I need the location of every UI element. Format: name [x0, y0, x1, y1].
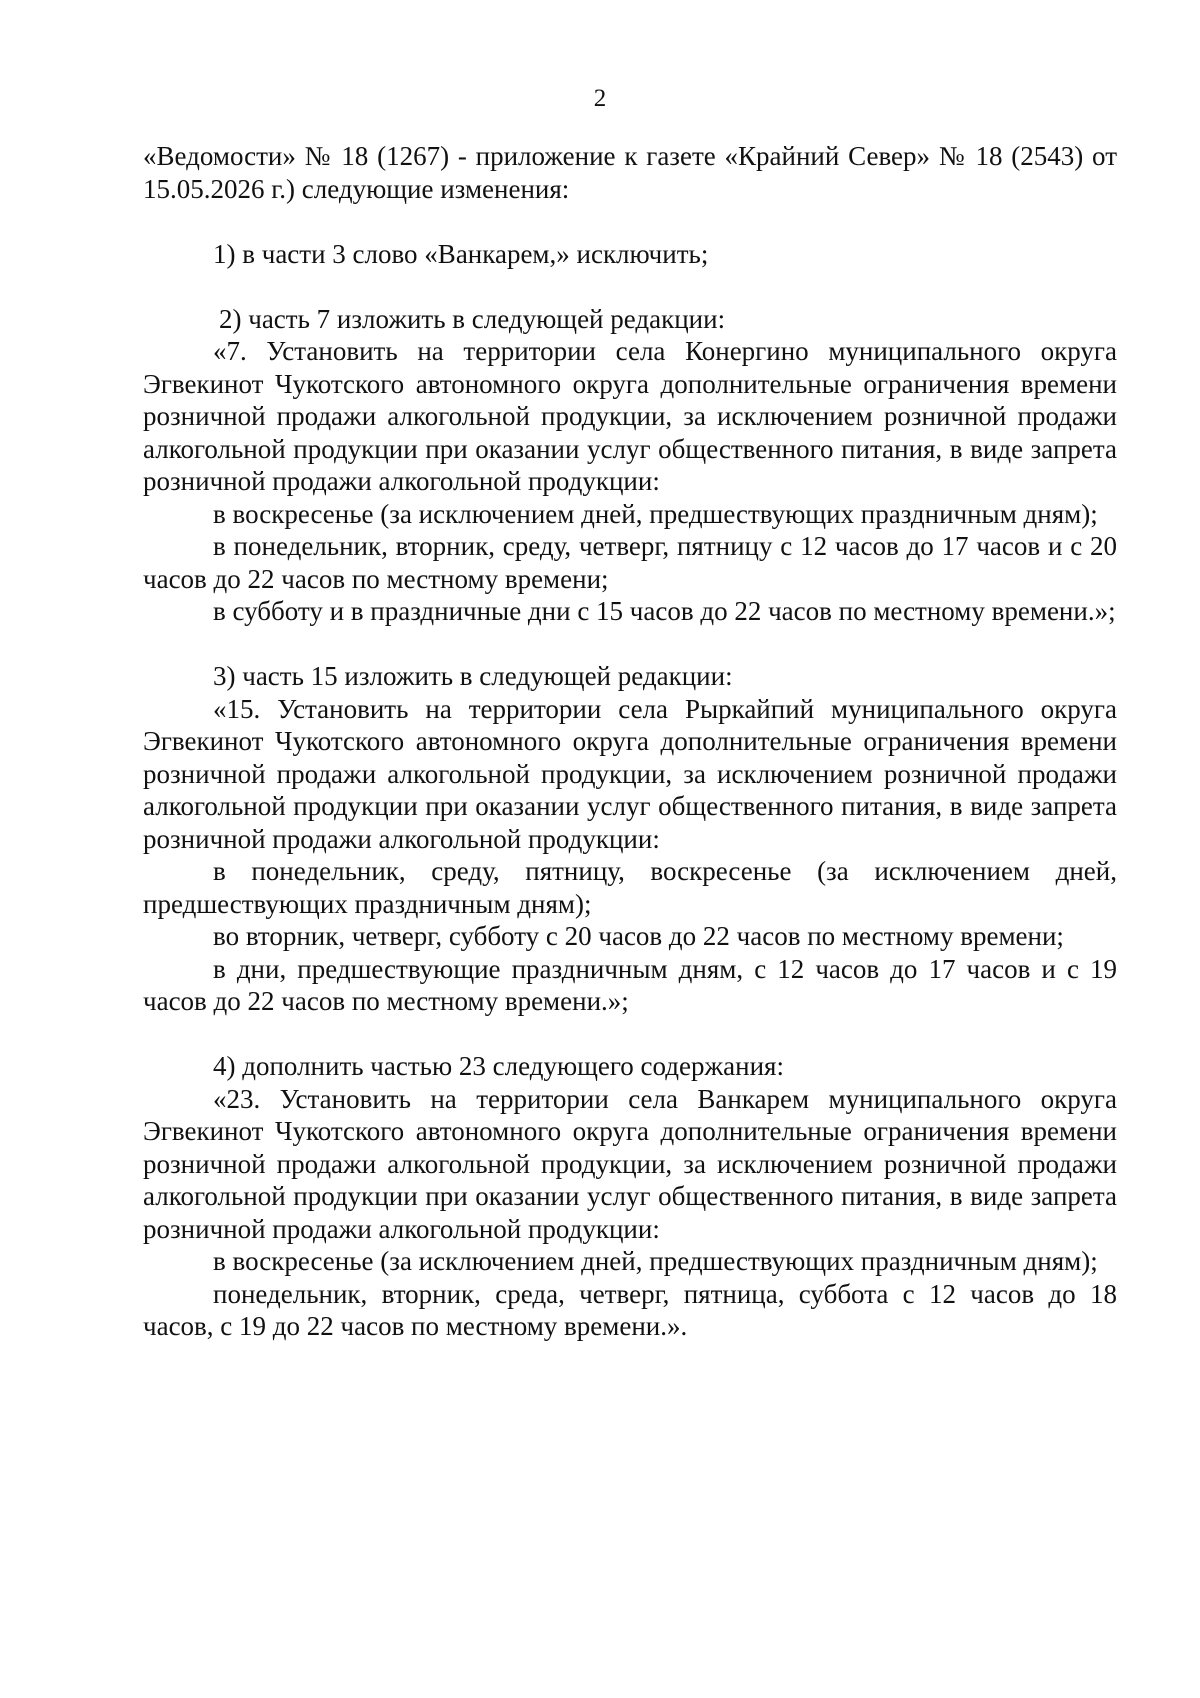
paragraph-part-23-text: «23. Установить на территории села Ванкарем муниципального округа Эгвекинот Чукотского автономного округа дополнительные ограничения времени розничной продажи алкогольной продукции, за исключением розничной продажи алкогольной продукции при оказании услуг общественного питания, в виде запрета розничной продажи алкогольной продукции: — [143, 1083, 1117, 1244]
paragraph-part-7-sunday: в воскресенье (за исключением дней, предшествующих праздничным дням); — [213, 498, 1098, 529]
paragraph-item-3-heading: 3) часть 15 изложить в следующей редакции: — [213, 661, 733, 691]
paragraph-part-23-weekdays: понедельник, вторник, среда, четверг, пятница, суббота с 12 часов до 18 часов, с 19 до 22 часов по местному времени.». — [143, 1278, 1117, 1341]
paragraph-intro: «Ведомости» № 18 (1267) - приложение к газете «Крайний Север» № 18 (2543) от 15.05.2026 г.) следующие изменения: — [143, 141, 1117, 204]
paragraph-part-7-weekdays: в понедельник, вторник, среду, четверг, пятницу с 12 часов до 17 часов и с 20 часов до 22 часов по местному времени; — [143, 531, 1117, 594]
paragraph-item-1: 1) в части 3 слово «Ванкарем,» исключить; — [213, 238, 709, 269]
paragraph-part-15-days: в понедельник, среду, пятницу, воскресенье (за исключением дней, предшествующих праздничным дням); — [143, 856, 1117, 919]
paragraph-part-23-sunday: в воскресенье (за исключением дней, предшествующих праздничным дням); — [213, 1246, 1098, 1276]
paragraph-item-4-heading: 4) дополнить частью 23 следующего содержания: — [213, 1051, 784, 1081]
paragraph-part-15-text: «15. Установить на территории села Рыркайпий муниципального округа Эгвекинот Чукотского автономного округа дополнительные ограничения времени розничной продажи алкогольной продукции, за исключением розничной продажи алкогольной продукции при оказании услуг общественного питания, в виде запрета розничной продажи алкогольной продукции: — [143, 693, 1117, 854]
paragraph-part-7-text: «7. Установить на территории села Конергино муниципального округа Эгвекинот Чукотского автономного округа дополнительные ограничения времени розничной продажи алкогольной продукции, за исключением розничной продажи алкогольной продукции при оказании услуг общественного питания, в виде запрета розничной продажи алкогольной продукции: — [143, 336, 1117, 496]
paragraph-part-7-saturday: в субботу и в праздничные дни с 15 часов до 22 часов по местному времени.»; — [213, 596, 1116, 626]
page-number: 2 — [593, 85, 607, 112]
paragraph-item-2-heading: 2) часть 7 изложить в следующей редакции: — [219, 303, 726, 334]
paragraph-part-15-evenings: во вторник, четверг, субботу с 20 часов до 22 часов по местному времени; — [213, 921, 1064, 951]
document-body — [143, 140, 1117, 1343]
paragraph-part-15-pre-holiday: в дни, предшествующие праздничным дням, с 12 часов до 17 часов и с 19 часов до 22 часов по местному времени.»; — [143, 953, 1117, 1016]
